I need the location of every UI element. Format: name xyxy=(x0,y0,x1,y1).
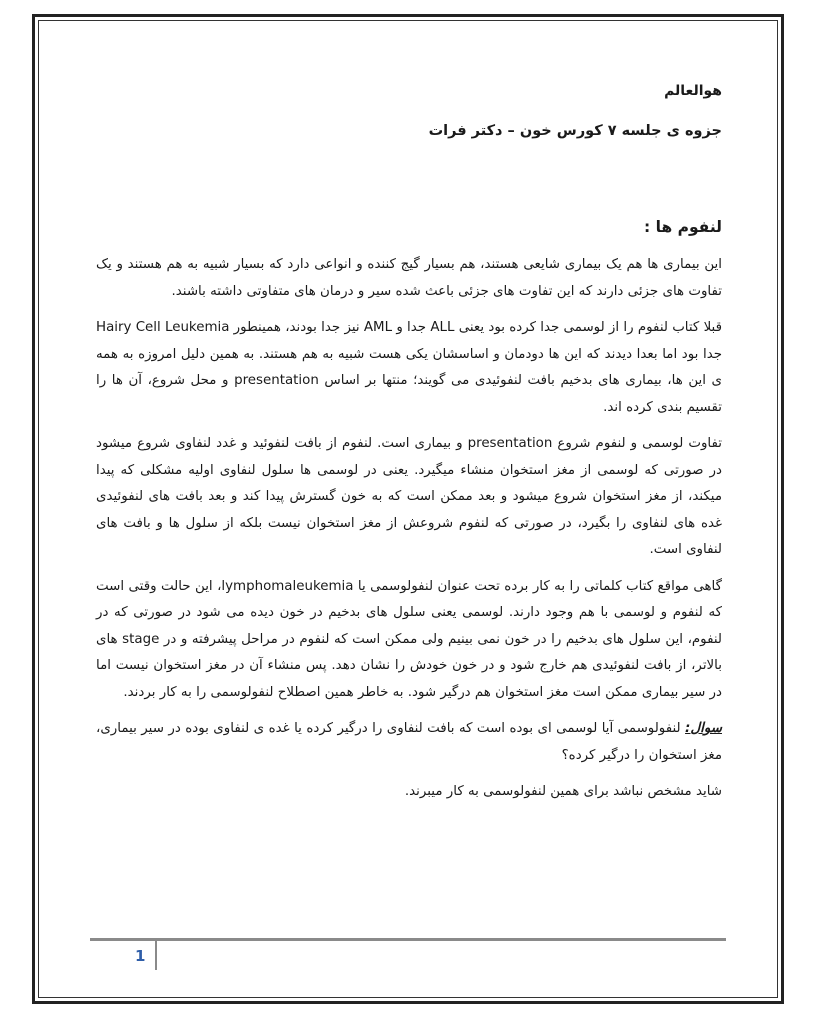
document-body xyxy=(96,78,722,816)
paragraph-4: گاهی مواقع کتاب کلماتی را به کار برده تحت عنوان لنفولوسمی یا lymphomaleukemia، این حالت وقتی است که لنفوم و لوسمی با هم وجود دارند. لوسمی یعنی سلول های بدخیم در خون دیده می شود در صورتی که در لنفوم، این سلول های بدخیم را در خون نمی بینیم ولی ممکن است که لنفوم در مراحل پیشرفته و در stage های بالاتر، از بافت لنفوئیدی هم خارج شود و در خون خودش را نشان دهد. پس منشاء آن در مغز استخوان نیست اما در سیر بیماری ممکن است مغز استخوان هم درگیر شود. به خاطر همین اصطلاح لنفولوسمی را به کار بردند. xyxy=(96,578,722,700)
answer-paragraph: شاید مشخص نباشد برای همین لنفولوسمی به کار میبرند. xyxy=(404,784,722,799)
document-title: جزوه ی جلسه ۷ کورس خون – دکتر فرات xyxy=(428,123,722,139)
page-number: 1 xyxy=(135,947,146,965)
question-paragraph xyxy=(96,716,722,769)
question-text: لنفولوسمی آیا لوسمی ای بوده است که بافت لنفاوی را درگیر کرده یا غده ی لنفاوی بوده در سیر بیماری، مغز استخوان را درگیر کرده؟ xyxy=(96,721,722,763)
section-heading: لنفوم ها : xyxy=(644,218,722,236)
question-label: سوال: xyxy=(685,721,722,736)
paragraph-3: تفاوت لوسمی و لنفوم شروع presentation و بیماری است. لنفوم از بافت لنفوئید و غدد لنفاوی شروع میشود در صورتی که لوسمی از مغز استخوان منشاء میگیرد. یعنی در لوسمی ها سلول لنفاوی اولیه مشکلی که پیدا میکند، از مغز استخوان شروع میشود و بعد ممکن است که به خون گسترش پیدا کند و بعد بافت های لنفوئیدی غده های لنفاوی را بگیرد، در صورتی که لنفوم شروعش از مغز استخوان نیست بلکه از سلول ها و بافت های لنفاوی است. xyxy=(96,436,722,557)
paragraph-2: قبلا کتاب لنفوم را از لوسمی جدا کرده بود یعنی ALL جدا و AML نیز جدا بودند، همینطور Hairy Cell Leukemia جدا بود اما بعدا دیدند که این ها دودمان و اساسشان یکی هست شبیه به هم هستند. به همین دلیل امروزه به همه ی این ها، بیماری های بدخیم بافت لنفوئیدی می گویند؛ منتها بر اساس presentation و محل شروع، آن ها را تقسیم بندی کرده اند. xyxy=(96,320,722,415)
footer-divider xyxy=(155,938,157,970)
footer-rule xyxy=(90,938,726,941)
paragraph-1: این بیماری ها هم یک بیماری شایعی هستند، هم بسیار گیج کننده و انواعی دارد که بسیار شبیه به هم هستند و یک تفاوت های جزئی دارند که این تفاوت های جزئی باعث شده سیر و درمان های متفاوتی داشته باشند. xyxy=(96,257,722,299)
greeting: هوالعالم xyxy=(664,83,722,99)
